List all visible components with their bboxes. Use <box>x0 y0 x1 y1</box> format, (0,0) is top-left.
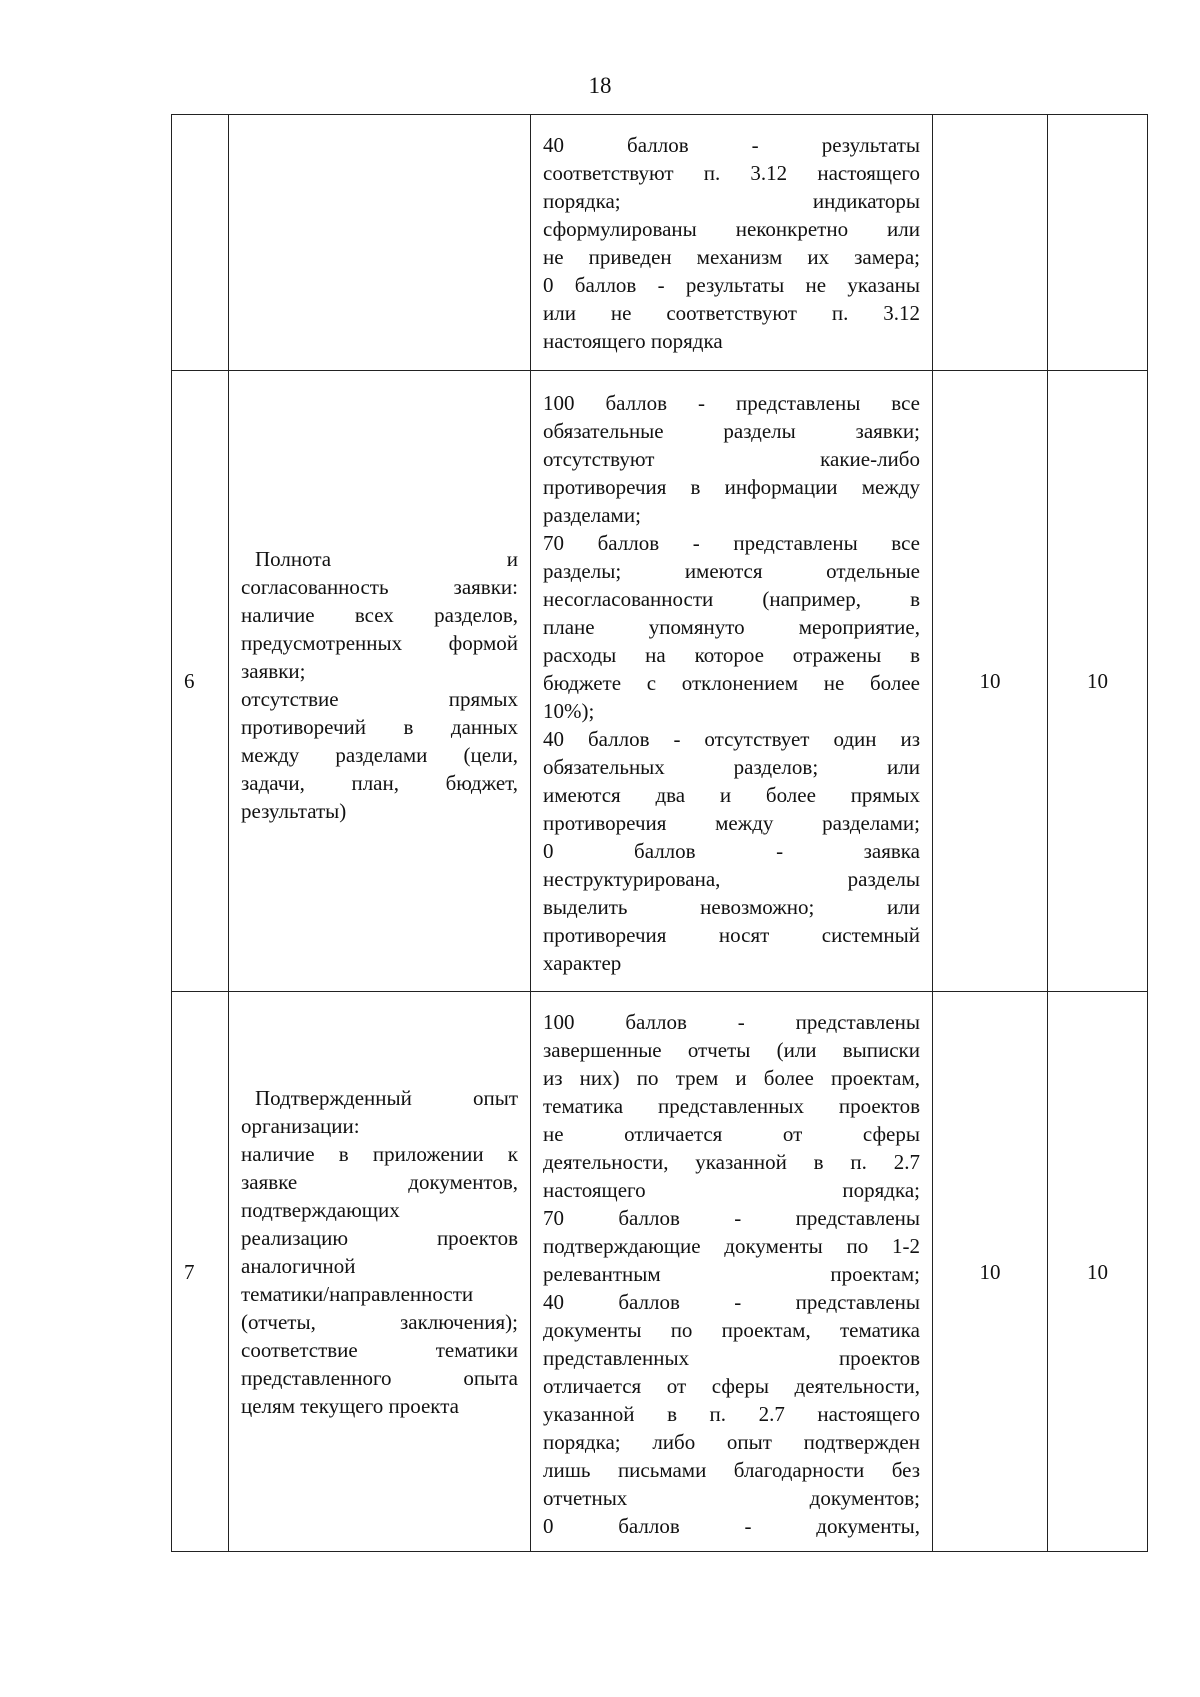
criterion-line: соответствие тематики <box>241 1337 518 1362</box>
scoring-line: 100 баллов - представлены <box>543 1010 920 1034</box>
scoring-line: противоречия в информации между <box>543 475 920 499</box>
criterion-cell <box>229 115 531 371</box>
scoring-line: представленных проектов <box>543 1346 920 1370</box>
score-cell: 10 <box>1048 992 1148 1552</box>
row-number-cell: 7 <box>172 992 229 1552</box>
criterion-line: представленного опыта <box>241 1365 518 1390</box>
score-cell <box>1048 115 1148 371</box>
scoring-line: 70 баллов - представлены <box>543 1206 920 1230</box>
criterion-line: реализацию проектов <box>241 1225 518 1250</box>
criterion-line: подтверждающих <box>241 1197 400 1222</box>
scoring-cell <box>531 371 933 992</box>
scoring-line: выделить невозможно; или <box>543 895 920 919</box>
criterion-line: аналогичной <box>241 1253 356 1278</box>
scoring-line: деятельности, указанной в п. 2.7 <box>543 1150 920 1174</box>
criterion-line: результаты) <box>241 799 347 823</box>
criterion-line: Подтвержденный опыт <box>255 1085 518 1110</box>
table-row <box>172 115 1148 371</box>
table-row <box>172 992 1148 1552</box>
scoring-line: разделы; имеются отдельные <box>543 559 920 583</box>
scoring-line: характер <box>543 951 622 975</box>
scoring-line: отчетных документов; <box>543 1486 920 1510</box>
scoring-line: отличается от сферы деятельности, <box>543 1374 920 1398</box>
scoring-line: противоречия носят системный <box>543 923 920 947</box>
scoring-line: разделами; <box>543 503 641 527</box>
scoring-line: соответствуют п. 3.12 настоящего <box>543 161 920 185</box>
criterion-line: организации: <box>241 1113 360 1138</box>
criterion-line: целям текущего проекта <box>241 1393 459 1418</box>
criterion-line: (отчеты, заключения); <box>241 1309 518 1334</box>
scoring-line: 40 баллов - отсутствует один из <box>543 727 920 751</box>
scoring-line: документы по проектам, тематика <box>543 1318 920 1342</box>
scoring-line: 0 баллов - документы, <box>543 1514 920 1538</box>
criterion-line: согласованность заявки: <box>241 575 518 599</box>
scoring-line: настоящего порядка <box>543 329 723 353</box>
scoring-line: плане упомянуто мероприятие, <box>543 615 920 639</box>
scoring-line: подтверждающие документы по 1-2 <box>543 1234 920 1258</box>
scoring-line: 40 баллов - результаты <box>543 133 920 157</box>
scoring-cell <box>531 115 933 371</box>
scoring-line: 10%); <box>543 699 595 723</box>
criterion-line: Полнота и <box>255 547 518 571</box>
row-number-cell <box>172 115 229 371</box>
scoring-cell <box>531 992 933 1552</box>
scoring-line: завершенные отчеты (или выписки <box>543 1038 920 1062</box>
scoring-line: расходы на которое отражены в <box>543 643 920 667</box>
criterion-line: между разделами (цели, <box>241 743 518 767</box>
criteria-table <box>171 114 1148 1552</box>
scoring-line: не приведен механизм их замера; <box>543 245 920 269</box>
scoring-line: 0 баллов - результаты не указаны <box>543 273 920 297</box>
criterion-line: тематики/направленности <box>241 1281 474 1306</box>
scoring-line: или не соответствуют п. 3.12 <box>543 301 920 325</box>
scoring-line: лишь письмами благодарности без <box>543 1458 920 1482</box>
criterion-line: заявки; <box>241 659 306 683</box>
scoring-line: из них) по трем и более проектам, <box>543 1066 920 1090</box>
scoring-line: отсутствуют какие-либо <box>543 447 920 471</box>
scoring-line: противоречия между разделами; <box>543 811 920 835</box>
criterion-line: наличие в приложении к <box>241 1141 518 1166</box>
scoring-line: настоящего порядка; <box>543 1178 920 1202</box>
criterion-line: отсутствие прямых <box>241 687 518 711</box>
max-score-cell: 10 <box>933 992 1048 1552</box>
scoring-line: 70 баллов - представлены все <box>543 531 920 555</box>
scoring-line: имеются два и более прямых <box>543 783 920 807</box>
scoring-line: бюджете с отклонением не более <box>543 671 920 695</box>
criterion-line: предусмотренных формой <box>241 631 518 655</box>
scoring-line: порядка; либо опыт подтвержден <box>543 1430 920 1454</box>
criterion-line: наличие всех разделов, <box>241 603 518 627</box>
scoring-line: неструктурирована, разделы <box>543 867 920 891</box>
criterion-cell <box>229 371 531 992</box>
criterion-line: противоречий в данных <box>241 715 518 739</box>
scoring-line: сформулированы неконкретно или <box>543 217 920 241</box>
scoring-line: указанной в п. 2.7 настоящего <box>543 1402 920 1426</box>
scoring-line: релевантным проектам; <box>543 1262 920 1286</box>
criterion-cell <box>229 992 531 1552</box>
scoring-line: 40 баллов - представлены <box>543 1290 920 1314</box>
scoring-line: порядка; индикаторы <box>543 189 920 213</box>
row-number-cell: 6 <box>172 371 229 992</box>
score-cell: 10 <box>1048 371 1148 992</box>
max-score-cell <box>933 115 1048 371</box>
scoring-line: 100 баллов - представлены все <box>543 391 920 415</box>
criterion-line: задачи, план, бюджет, <box>241 771 518 795</box>
scoring-line: обязательных разделов; или <box>543 755 920 779</box>
scoring-line: не отличается от сферы <box>543 1122 920 1146</box>
page-number: 18 <box>588 73 612 98</box>
scoring-line: несогласованности (например, в <box>543 587 920 611</box>
scoring-line: обязательные разделы заявки; <box>543 419 920 443</box>
max-score-cell: 10 <box>933 371 1048 992</box>
scoring-line: 0 баллов - заявка <box>543 839 920 863</box>
table-row <box>172 371 1148 992</box>
scoring-line: тематика представленных проектов <box>543 1094 920 1118</box>
criterion-line: заявке документов, <box>241 1169 518 1194</box>
